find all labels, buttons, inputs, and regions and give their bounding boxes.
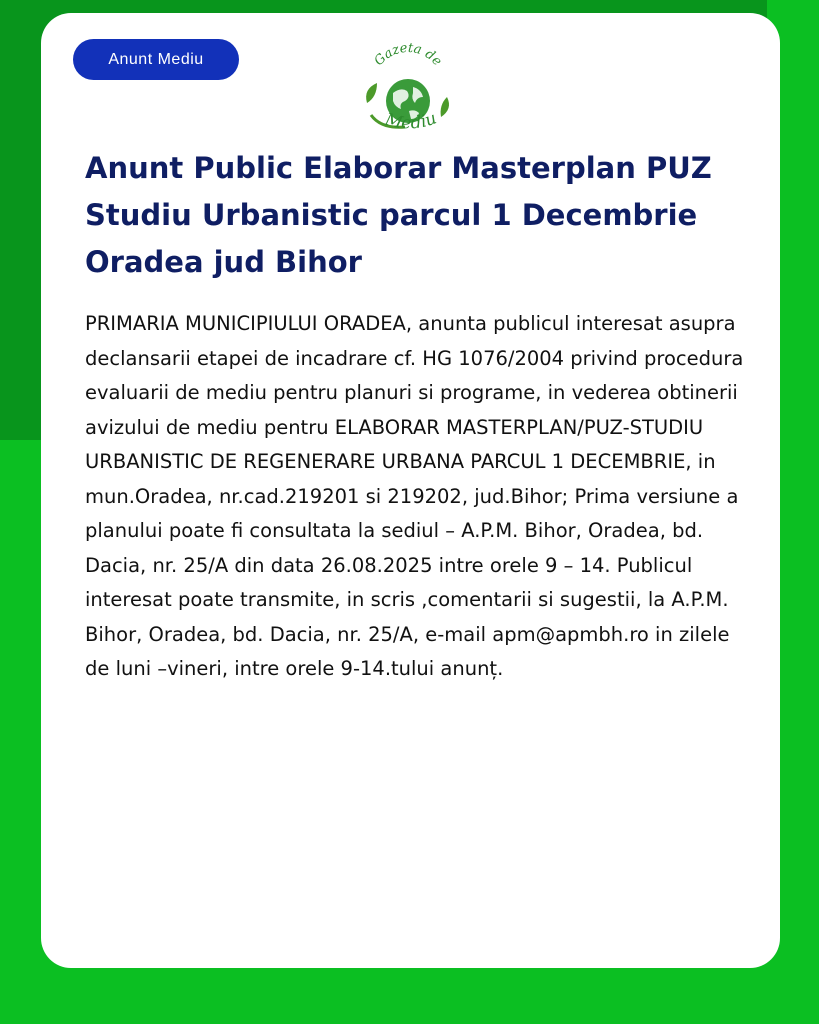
svg-text:Gazeta de — [372, 41, 445, 69]
article-body: PRIMARIA MUNICIPIULUI ORADEA, anunta publicul interesat asupra declansarii etapei de incadrare cf. HG 1076/2004 privind procedura evaluarii de mediu pentru planuri si programe, in vederea obtinerii avizului de mediu pentru ELABORAR MASTERPLAN/PUZ-STUDIU URBANISTIC DE REGENERARE URBANA PARCUL 1 DECEMBRIE, in mun.Oradea, nr.cad.219201 si 219202, jud.Bihor; Prima versiune a planului poate fi consultata la sediul – A.P.M. Bihor, Oradea, bd. Dacia, nr. 25/A din data 26.08.2025 intre orele 9 – 14. Publicul interesat poate transmite, in scris ,comentarii si sugestii, la A.P.M. Bihor, Oradea, bd. Dacia, nr. 25/A, e-mail apm@apmbh.ro in zilele de luni –vineri, intre orele 9-14.tului anunț. — [85, 312, 744, 680]
gazeta-de-mediu-logo — [353, 41, 463, 145]
category-badge[interactable]: Anunt Mediu — [73, 39, 239, 80]
logo-bottom-text: Mediu — [382, 108, 440, 134]
article-title: Anunt Public Elaborar Masterplan PUZ Studiu Urbanistic parcul 1 Decembrie Oradea jud Bihor — [85, 151, 712, 279]
announcement-card — [41, 13, 780, 968]
logo-top-text: Gazeta de — [371, 41, 445, 69]
